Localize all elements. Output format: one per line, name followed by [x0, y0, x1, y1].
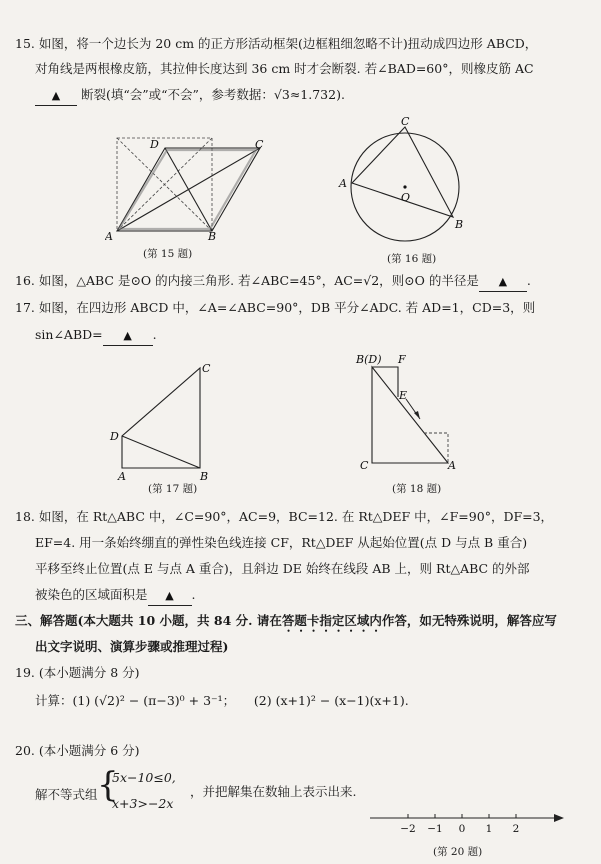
q20-brace: {: [97, 765, 119, 805]
fig18-label-e: E: [399, 389, 408, 402]
fig15-label-d: D: [150, 138, 159, 151]
number-line: [370, 808, 570, 844]
number-line-tick-label: −2: [400, 823, 416, 835]
fig18-label-c: C: [360, 459, 369, 472]
q15-answer-blank[interactable]: ▲: [35, 86, 77, 106]
q18-line4: 被染色的区域面积是 ▲ .: [35, 586, 196, 606]
number-line-tick-label: 2: [512, 823, 520, 835]
q18-line1: 18. 如图，在 Rt△ABC 中，∠C=90°，AC=9，BC=12. 在 Rt△DEF 中，∠F=90°，DF=3，: [15, 509, 554, 524]
q18-answer-blank[interactable]: ▲: [148, 586, 192, 606]
fig17-label-b: B: [200, 470, 209, 483]
fig17-label-a: A: [118, 470, 126, 483]
figure-15: [105, 128, 280, 243]
q17-line1: 17. 如图，在四边形 ABCD 中，∠A=∠ABC=90°，DB 平分∠ADC. 若 AD=1，CD=3，则: [15, 300, 536, 315]
fig16-label-o: O: [401, 191, 411, 204]
figure-16: [335, 115, 485, 250]
number-line-tick-label: −1: [427, 823, 443, 835]
q17-answer-blank[interactable]: ▲: [103, 326, 153, 346]
fig18-label-f: F: [398, 353, 406, 366]
number-line-tick-label: 1: [485, 823, 493, 835]
fig15-label-c: C: [255, 138, 264, 151]
fig20-caption: (第 20 题): [433, 846, 483, 858]
fig16-label-b: B: [455, 218, 464, 231]
q19-title: 19. (本小题满分 8 分): [15, 665, 140, 680]
fig15-caption: (第 15 题): [143, 248, 193, 260]
q20-title: 20. (本小题满分 6 分): [15, 743, 140, 758]
number-line-tick-label: 0: [458, 823, 466, 835]
q16-answer-blank[interactable]: ▲: [479, 272, 527, 292]
section3-heading: 三、解答题(本大题共 10 小题，共 84 分. 请在答题卡指定区域内作答，如无特殊说明，解答应写: [15, 613, 557, 628]
fig15-label-a: A: [105, 230, 113, 243]
q20-suffix: ，并把解集在数轴上表示出来.: [190, 784, 357, 799]
figure-17: [108, 358, 218, 483]
fig16-label-a: A: [339, 177, 347, 190]
fig18-caption: (第 18 题): [392, 483, 442, 495]
q18-line2: EF=4. 用一条始终绷直的弹性染色线连接 CF，Rt△DEF 从起始位置(点 D 与点 B 重合): [35, 535, 528, 550]
q20-ineq1: 5x−10≤0,: [112, 770, 176, 785]
q20-prefix: 解不等式组: [35, 787, 98, 802]
fig17-label-d: D: [110, 430, 119, 443]
q17-line2: sin∠ABD= ▲ .: [35, 326, 157, 346]
section3-heading-line2: 出文字说明、演算步骤或推理过程): [35, 639, 229, 654]
figure-18: [340, 345, 470, 475]
q15-line2: 对角线是两根橡皮筋，其拉伸长度达到 36 cm 时才会断裂. 若∠BAD=60°，则橡皮筋 AC: [35, 61, 534, 76]
fig18-label-bd: B(D): [356, 353, 382, 366]
fig18-label-a: A: [448, 459, 456, 472]
q16-line: 16. 如图，△ABC 是⊙O 的内接三角形. 若∠ABC=45°，AC=√2，则⊙O 的半径是 ▲ .: [15, 272, 531, 292]
fig15-label-b: B: [208, 230, 217, 243]
q15-line1: 15. 如图，将一个边长为 20 cm 的正方形活动框架(边框粗细忽略不计)扭动成四边形 ABCD，: [15, 36, 538, 51]
fig17-label-c: C: [202, 362, 211, 375]
fig16-label-c: C: [401, 115, 410, 128]
fig17-caption: (第 17 题): [148, 483, 198, 495]
q18-line3: 平移至终止位置(点 E 与点 A 重合)，且斜边 DE 始终在线段 AB 上，则 Rt△ABC 的外部: [35, 561, 530, 576]
fig16-caption: (第 16 题): [387, 253, 437, 265]
q19-text: 计算：(1) (√2)² − (π−3)⁰ + 3⁻¹； (2) (x+1)² − (x−1)(x+1).: [35, 693, 409, 708]
q15-line3: ▲ 断裂(填“会”或“不会”，参考数据：√3≈1.732).: [35, 86, 345, 106]
q20-ineq2: x+3>−2x: [112, 796, 174, 811]
